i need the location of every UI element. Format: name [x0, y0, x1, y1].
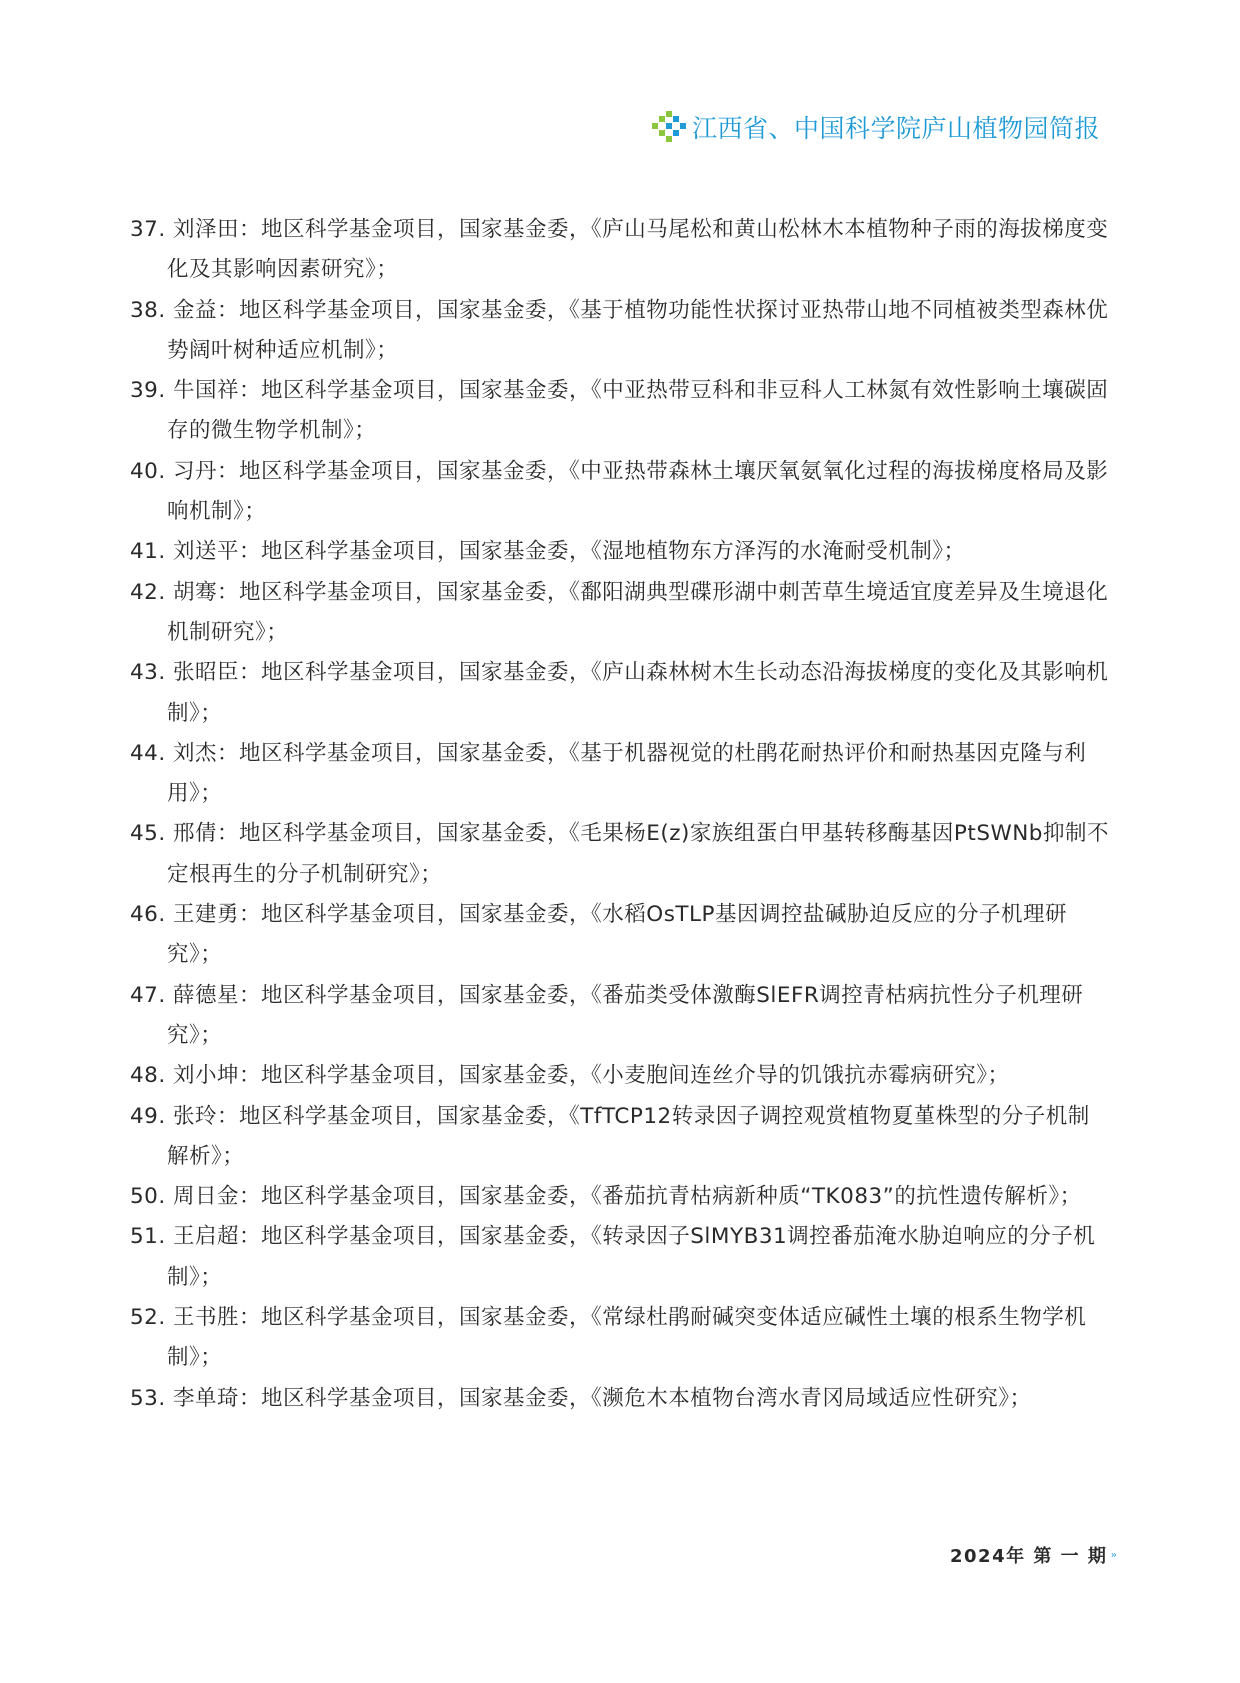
list-item: 48. 刘小坤：地区科学基金项目，国家基金委，《小麦胞间连丝介导的饥饿抗赤霉病研究》；: [130, 1063, 1010, 1089]
list-item: 42. 胡骞：地区科学基金项目，国家基金委，《鄱阳湖典型碟形湖中刺苦草生境适宜度差异及生境退化机制研究》；: [130, 579, 1109, 645]
list-item: 39. 牛国祥：地区科学基金项目，国家基金委，《中亚热带豆科和非豆科人工林氮有效性影响土壤碳固存的微生物学机制》；: [130, 378, 1109, 444]
page-header: [652, 108, 1122, 146]
list-item: 43. 张昭臣：地区科学基金项目，国家基金委，《庐山森林树木生长动态沿海拔梯度的变化及其影响机制》；: [130, 660, 1109, 726]
page-footer: [950, 1540, 1118, 1570]
list-item: 47. 薛德星：地区科学基金项目，国家基金委，《番茄类受体激酶SlEFR调控青枯病抗性分子机理研究》；: [130, 982, 1084, 1048]
project-list: [130, 210, 1110, 1419]
list-item: 41. 刘送平：地区科学基金项目，国家基金委，《湿地植物东方泽泻的水淹耐受机制》；: [130, 539, 966, 565]
list-item: 49. 张玲：地区科学基金项目，国家基金委，《TfTCP12转录因子调控观赏植物夏堇株型的分子机制解析》；: [130, 1103, 1090, 1169]
publication-title: 江西省、中国科学院庐山植物园简报: [692, 114, 1101, 143]
list-item: 40. 习丹：地区科学基金项目，国家基金委，《中亚热带森林土壤厌氧氨氧化过程的海拔梯度格局及影响机制》；: [130, 458, 1109, 525]
list-item: 51. 王启超：地区科学基金项目，国家基金委，《转录因子SlMYB31调控番茄淹水胁迫响应的分子机制》；: [130, 1224, 1096, 1290]
double-chevron-right-icon: [1111, 1545, 1118, 1565]
list-item: 46. 王建勇：地区科学基金项目，国家基金委，《水稻OsTLP基因调控盐碱胁迫反应的分子机理研究》；: [130, 902, 1067, 968]
issue-label: 2024年 第 一 期: [950, 1546, 1108, 1567]
list-item: 37. 刘泽田：地区科学基金项目，国家基金委，《庐山马尾松和黄山松林木本植物种子雨的海拔梯度变化及其影响因素研究》；: [130, 217, 1109, 283]
list-item: 45. 邢倩：地区科学基金项目，国家基金委，《毛果杨E(z)家族组蛋白甲基转移酶基因PtSWNb抑制不定根再生的分子机制研究》；: [130, 821, 1109, 887]
pixel-grid-logo-icon: [652, 111, 688, 143]
list-item: 44. 刘杰：地区科学基金项目，国家基金委，《基于机器视觉的杜鹃花耐热评价和耐热基因克隆与利用》；: [130, 740, 1087, 807]
list-item: 53. 李单琦：地区科学基金项目，国家基金委，《濒危木本植物台湾水青冈局域适应性研究》；: [130, 1385, 1032, 1411]
list-item: 38. 金益：地区科学基金项目，国家基金委，《基于植物功能性状探讨亚热带山地不同植被类型森林优势阔叶树种适应机制》；: [130, 297, 1109, 363]
list-item: 52. 王书胜：地区科学基金项目，国家基金委，《常绿杜鹃耐碱突变体适应碱性土壤的根系生物学机制》；: [130, 1305, 1087, 1371]
list-item: 50. 周日金：地区科学基金项目，国家基金委，《番茄抗青枯病新种质“TK083”的抗性遗传解析》；: [130, 1184, 1082, 1210]
